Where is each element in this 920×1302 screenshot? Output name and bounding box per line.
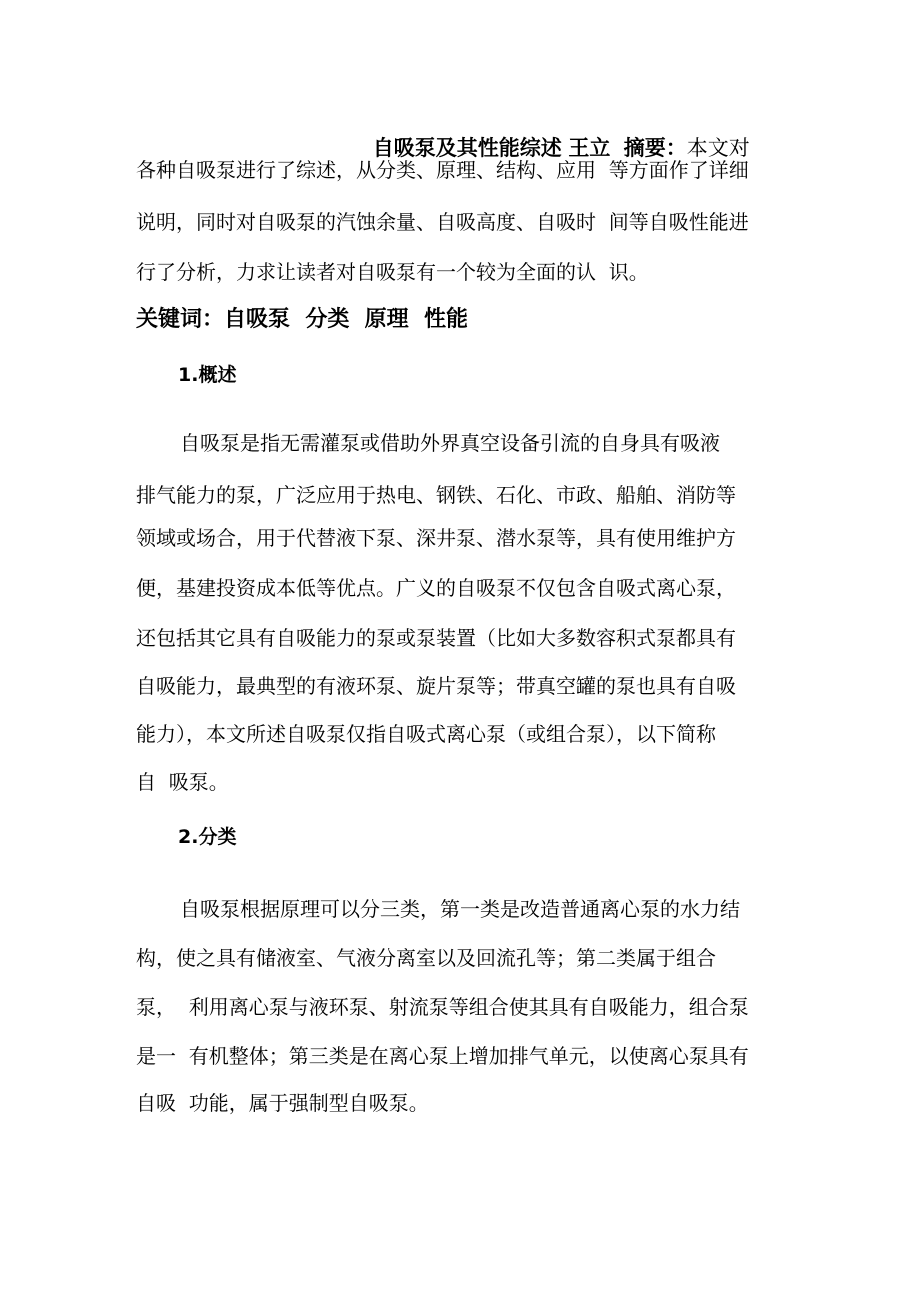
paragraph-line: 领域或场合，用于代替液下泵、深井泵、潜水泵等，具有使用维护方 (136, 526, 736, 550)
paragraph-line: 还包括其它具有自吸能力的泵或泵装置（比如大多数容积式泵都具有 (136, 626, 736, 650)
paragraph-line: 能力），本文所述自吸泵仅指自吸式离心泵（或组合泵），以下简称 (136, 722, 716, 746)
paragraph-line: 泵， 利用离心泵与液环泵、射流泵等组合使其具有自吸能力，组合泵 (136, 995, 749, 1019)
paragraph-line: 排气能力的泵，广泛应用于热电、钢铁、石化、市政、船舶、消防等 (136, 483, 736, 507)
abstract-first: 本文对 (686, 136, 750, 160)
paragraph-line: 构，使之具有储液室、气液分离室以及回流孔等；第二类属于组合 (136, 946, 716, 970)
document-title: 自吸泵及其性能综述 (372, 136, 562, 160)
paragraph-line: 自吸 功能，属于强制型自吸泵。 (136, 1091, 429, 1115)
section-heading-overview: 1.概述 (178, 364, 237, 386)
paragraph-line: 是一 有机整体；第三类是在离心泵上增加排气单元，以使离心泵具有 (136, 1044, 749, 1068)
paragraph-line: 自吸泵是指无需灌泵或借助外界真空设备引流的自身具有吸液 (180, 431, 720, 455)
paragraph-line: 自吸能力，最典型的有液环泵、旋片泵等；带真空罐的泵也具有自吸 (136, 674, 736, 698)
keywords-line: 关键词：自吸泵 分类 原理 性能 (136, 307, 468, 332)
abstract-line: 行了分析，力求让读者对自吸泵有一个较为全面的认 识。 (136, 260, 649, 284)
section-heading-classification: 2.分类 (178, 826, 237, 848)
author-name: 王立 (568, 136, 611, 160)
paragraph-line: 自 吸泵。 (136, 770, 229, 794)
abstract-line: 说明，同时对自吸泵的汽蚀余量、自吸高度、自吸时 间等自吸性能进 (136, 210, 749, 234)
abstract-label: 摘要： (623, 136, 687, 160)
paragraph-line: 便，基建投资成本低等优点。广义的自吸泵不仅包含自吸式离心泵， (136, 576, 736, 600)
paragraph-line: 自吸泵根据原理可以分三类，第一类是改造普通离心泵的水力结 (180, 897, 740, 921)
abstract-line: 各种自吸泵进行了综述，从分类、原理、结构、应用 等方面作了详细 (136, 158, 749, 182)
